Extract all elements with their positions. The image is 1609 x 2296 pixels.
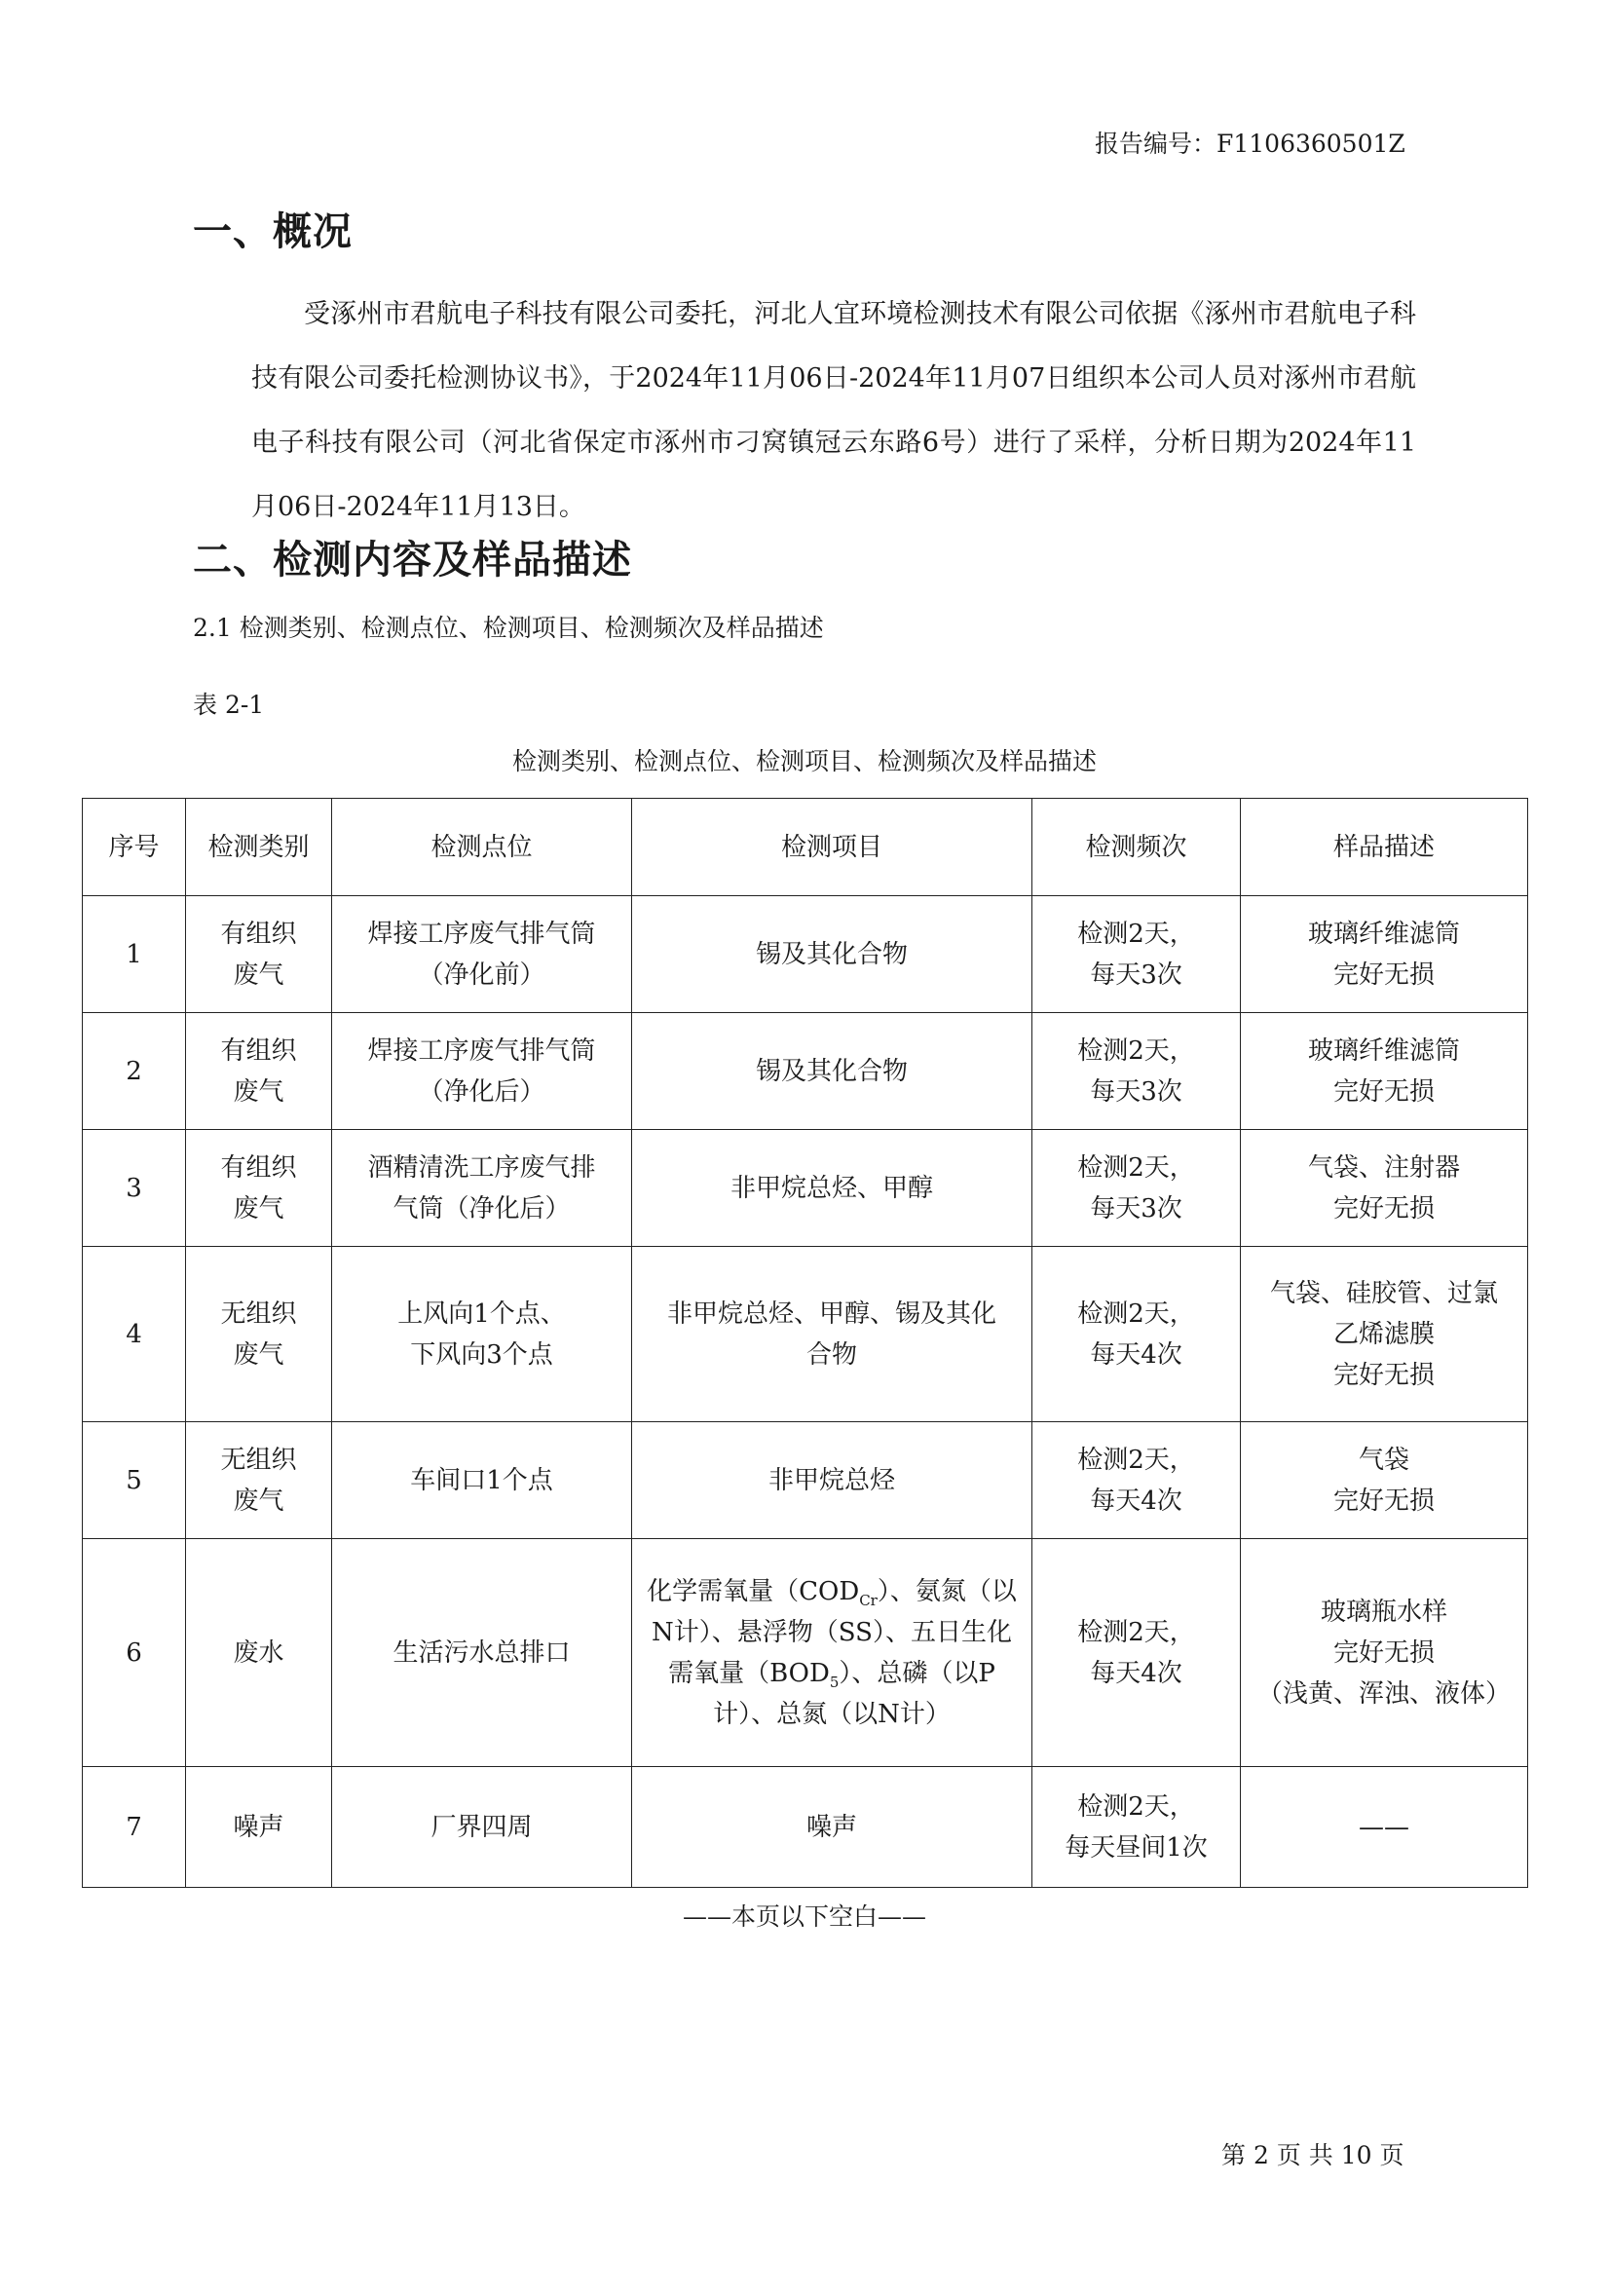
table-row [83, 1539, 1528, 1767]
row-frequency: 检测2天， 每天3次 [1032, 1013, 1241, 1130]
item-text-cod: 化学需氧量（COD [647, 1576, 860, 1606]
header-frequency: 检测频次 [1032, 799, 1241, 896]
row-location: 焊接工序废气排气筒 （净化前） [332, 896, 632, 1013]
table-row [83, 1013, 1528, 1130]
row-frequency: 检测2天， 每天3次 [1032, 896, 1241, 1013]
row-sample: 气袋 完好无损 [1241, 1422, 1528, 1539]
row-item: 噪声 [632, 1767, 1032, 1888]
row-location: 上风向1个点、 下风向3个点 [332, 1247, 632, 1422]
table-row [83, 1422, 1528, 1539]
row-frequency: 检测2天， 每天4次 [1032, 1539, 1241, 1767]
row-frequency: 检测2天， 每天4次 [1032, 1247, 1241, 1422]
item-text-bod: ）、氨氮（以N计）、悬浮物（SS）、五日生化需氧量（BOD [652, 1576, 1017, 1688]
row-item: 非甲烷总烃 [632, 1422, 1032, 1539]
row-category: 有组织 废气 [186, 896, 332, 1013]
row-item: 非甲烷总烃、甲醇 [632, 1130, 1032, 1247]
row-no: 2 [83, 1013, 186, 1130]
row-sample: 玻璃瓶水样 完好无损 （浅黄、浑浊、液体） [1241, 1539, 1528, 1767]
row-location: 生活污水总排口 [332, 1539, 632, 1767]
row-item [632, 1539, 1032, 1767]
row-location: 酒精清洗工序废气排 气筒（净化后） [332, 1130, 632, 1247]
row-no: 7 [83, 1767, 186, 1888]
section-1-title: 一、概况 [193, 209, 353, 254]
item-text-tail: ）、总磷（以P计）、总氮（以N计） [713, 1658, 995, 1729]
report-number: 报告编号：F1106360501Z [1095, 130, 1405, 158]
row-frequency: 检测2天， 每天昼间1次 [1032, 1767, 1241, 1888]
header-sample: 样品描述 [1241, 799, 1528, 896]
table-label: 表 2-1 [193, 691, 265, 719]
section-2-1-subtitle: 2.1 检测类别、检测点位、检测项目、检测频次及样品描述 [193, 614, 824, 642]
row-item: 锡及其化合物 [632, 1013, 1032, 1130]
blank-below-note: ——本页以下空白—— [682, 1902, 926, 1931]
page-number: 第 2 页 共 10 页 [1221, 2141, 1404, 2169]
row-location: 车间口1个点 [332, 1422, 632, 1539]
table-header-row [83, 799, 1528, 896]
row-sample: 玻璃纤维滤筒 完好无损 [1241, 896, 1528, 1013]
header-no: 序号 [83, 799, 186, 896]
detection-table [82, 798, 1528, 1888]
header-location: 检测点位 [332, 799, 632, 896]
row-location: 焊接工序废气排气筒 （净化后） [332, 1013, 632, 1130]
row-category: 废水 [186, 1539, 332, 1767]
row-no: 3 [83, 1130, 186, 1247]
section-2-title: 二、检测内容及样品描述 [193, 538, 632, 583]
overview-paragraph: 受涿州市君航电子科技有限公司委托，河北人宜环境检测技术有限公司依据《涿州市君航电子科技有限公司委托检测协议书》，于2024年11月06日-2024年11月07日组织本公司人员对涿州市君航电子科技有限公司（河北省保定市涿州市刁窝镇冠云东路6号）进行了采样，分析日期为2024年11月06日-2024年11月13日。 [251, 299, 1416, 522]
table-row [83, 1767, 1528, 1888]
item-sub-cr: Cr [859, 1591, 878, 1609]
row-frequency: 检测2天， 每天4次 [1032, 1422, 1241, 1539]
row-item: 锡及其化合物 [632, 896, 1032, 1013]
header-category: 检测类别 [186, 799, 332, 896]
row-category: 有组织 废气 [186, 1013, 332, 1130]
table-row [83, 1247, 1528, 1422]
row-location: 厂界四周 [332, 1767, 632, 1888]
row-category: 噪声 [186, 1767, 332, 1888]
header-item: 检测项目 [632, 799, 1032, 896]
row-sample: 气袋、硅胶管、过氯 乙烯滤膜 完好无损 [1241, 1247, 1528, 1422]
row-sample: —— [1241, 1767, 1528, 1888]
row-item: 非甲烷总烃、甲醇、锡及其化 合物 [632, 1247, 1032, 1422]
row-sample: 玻璃纤维滤筒 完好无损 [1241, 1013, 1528, 1130]
row-category: 有组织 废气 [186, 1130, 332, 1247]
row-category: 无组织 废气 [186, 1247, 332, 1422]
table-row [83, 896, 1528, 1013]
row-frequency: 检测2天， 每天3次 [1032, 1130, 1241, 1247]
table-caption: 检测类别、检测点位、检测项目、检测频次及样品描述 [511, 747, 1097, 775]
row-no: 5 [83, 1422, 186, 1539]
table-row [83, 1130, 1528, 1247]
row-category: 无组织 废气 [186, 1422, 332, 1539]
row-sample: 气袋、注射器 完好无损 [1241, 1130, 1528, 1247]
row-no: 1 [83, 896, 186, 1013]
item-sub-5: 5 [829, 1673, 840, 1691]
row-no: 6 [83, 1539, 186, 1767]
row-no: 4 [83, 1247, 186, 1422]
